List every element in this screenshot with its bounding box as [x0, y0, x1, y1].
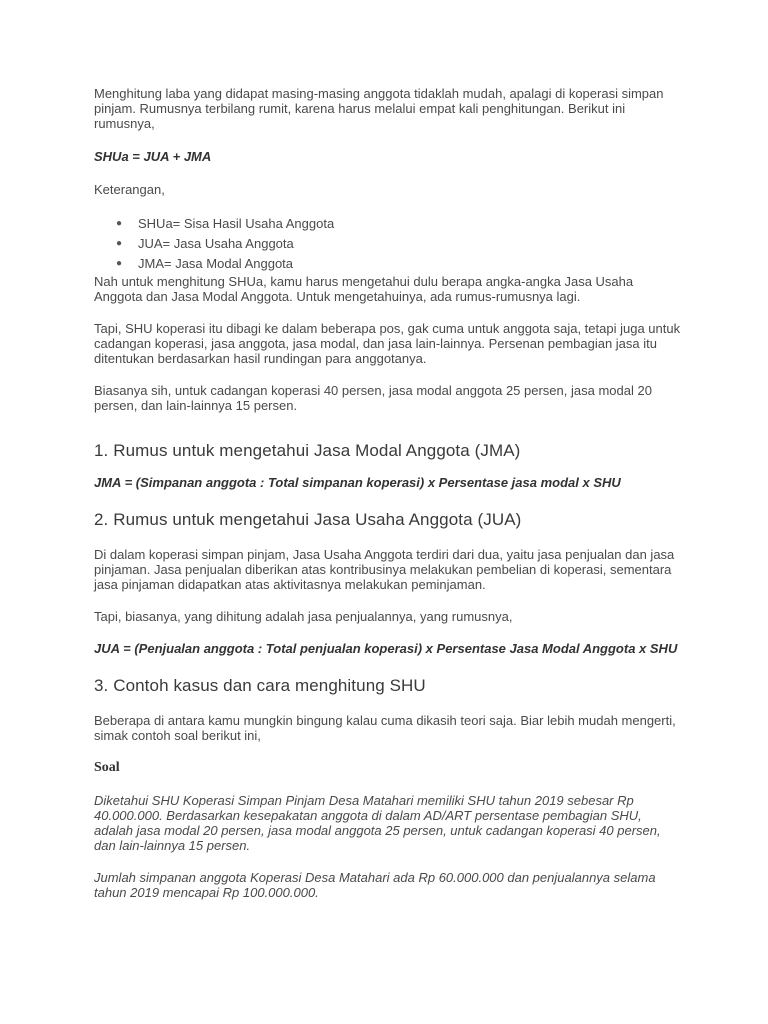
bullet-icon: ● [116, 238, 123, 249]
term-text: SHUa= Sisa Hasil Usaha Anggota [138, 216, 335, 231]
list-item [116, 234, 684, 254]
paragraph-biasanya: Biasanya sih, untuk cadangan koperasi 40 persen, jasa modal anggota 25 persen, jasa modal 20 persen, dan lain-lainnya 15 persen. [94, 383, 652, 413]
paragraph-nah: Nah untuk menghitung SHUa, kamu harus mengetahui dulu berapa angka-angka Jasa Usaha Anggota dan Jasa Modal Anggota. Untuk mengetahuinya, ada rumus-rumusnya lagi. [94, 274, 634, 304]
soal-paragraph-2: Jumlah simpanan anggota Koperasi Desa Matahari ada Rp 60.000.000 dan penjualannya selama tahun 2019 mencapai Rp 100.000.000. [94, 870, 656, 900]
heading-contoh: 3. Contoh kasus dan cara menghitung SHU [94, 676, 426, 695]
bullet-icon: ● [116, 218, 123, 229]
heading-jua: 2. Rumus untuk mengetahui Jasa Usaha Anggota (JUA) [94, 510, 522, 529]
keterangan-label: Keterangan, [94, 182, 165, 197]
paragraph-tapi: Tapi, SHU koperasi itu dibagi ke dalam beberapa pos, gak cuma untuk anggota saja, tetapi juga untuk cadangan koperasi, jasa anggota, jasa modal, dan jasa lain-lainnya. Persenan pembagian jasa itu ditentukan berdasarkan hasil rundingan para anggotanya. [94, 321, 681, 366]
paragraph-jua: Di dalam koperasi simpan pinjam, Jasa Usaha Anggota terdiri dari dua, yaitu jasa penjualan dan jasa pinjaman. Jasa penjualan diberikan atas kontribusinya melakukan pembelian di koperasi, sementara jasa pinjaman didapatkan atas aktivitasnya melakukan peminjaman. [94, 547, 675, 592]
paragraph-contoh: Beberapa di antara kamu mungkin bingung kalau cuma dikasih teori saja. Biar lebih mudah mengerti, simak contoh soal berikut ini, [94, 713, 676, 743]
jua-formula: JUA = (Penjualan anggota : Total penjualan koperasi) x Persentase Jasa Modal Anggota x SHU [94, 641, 678, 656]
bullet-icon: ● [116, 258, 123, 269]
paragraph-tapi-2: Tapi, biasanya, yang dihitung adalah jasa penjualannya, yang rumusnya, [94, 609, 513, 624]
shu-formula: SHUa = JUA + JMA [94, 149, 212, 164]
jma-formula: JMA = (Simpanan anggota : Total simpanan koperasi) x Persentase jasa modal x SHU [94, 475, 621, 490]
terms-list [94, 214, 684, 274]
term-text: JMA= Jasa Modal Anggota [138, 256, 294, 271]
document-page [94, 86, 684, 900]
soal-paragraph-1: Diketahui SHU Koperasi Simpan Pinjam Desa Matahari memiliki SHU tahun 2019 sebesar Rp 40.000.000. Berdasarkan kesepakatan anggota di dalam AD/ART persentase pembagian SHU, adalah jasa modal 20 persen, jasa modal anggota 25 persen, untuk cadangan koperasi 40 persen, dan lain-lainnya 15 persen. [94, 793, 661, 853]
intro-paragraph: Menghitung laba yang didapat masing-masing anggota tidaklah mudah, apalagi di koperasi simpan pinjam. Rumusnya terbilang rumit, karena harus melalui empat kali penghitungan. Berikut ini rumusnya, [94, 86, 664, 131]
term-text: JUA= Jasa Usaha Anggota [138, 236, 294, 251]
list-item [116, 254, 684, 274]
heading-jma: 1. Rumus untuk mengetahui Jasa Modal Anggota (JMA) [94, 441, 521, 460]
soal-label: Soal [94, 760, 120, 775]
list-item [116, 214, 684, 234]
